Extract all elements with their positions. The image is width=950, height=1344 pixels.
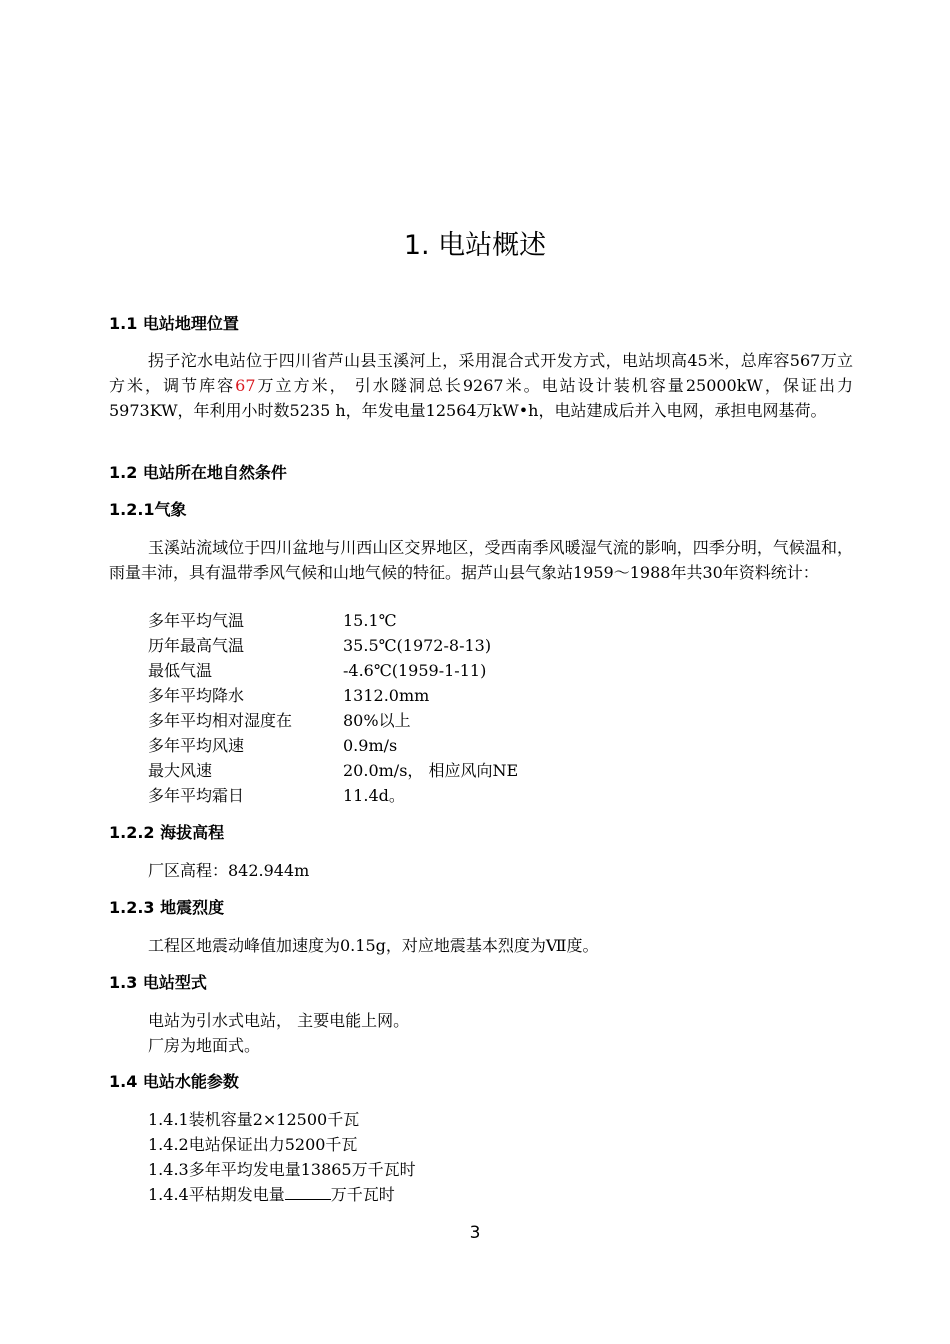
climate-label: 最低气温 [148,661,213,680]
seismic-text: 工程区地震动峰值加速度为0.15g，对应地震基本烈度为Ⅶ度。 [148,936,599,955]
climate-value: 0.9m/s [343,736,398,755]
climate-row [148,708,518,733]
powerhouse-type-line: 厂房为地面式。 [148,1036,261,1055]
elevation-text: 厂区高程：842.944m [148,861,310,880]
climate-label: 多年平均气温 [148,611,245,630]
climate-value: 15.1℃ [343,611,397,630]
chapter-title: 1. 电站概述 [403,230,547,261]
climate-value: 35.5℃(1972-8-13) [343,636,492,655]
blank-underline [285,1183,331,1200]
climate-label: 多年平均降水 [148,686,245,705]
climate-value: 1312.0mm [343,686,430,705]
section-1-1-paragraph [109,348,853,423]
section-heading-1-2-1: 1.2.1气象 [109,500,187,519]
climate-row [148,633,518,658]
climate-value: 80%以上 [343,711,411,730]
climate-row [148,758,518,783]
highlighted-value: 67 [235,376,256,395]
climate-row [148,608,518,633]
climate-label: 多年平均霜日 [148,786,245,805]
climate-row [148,658,518,683]
section-heading-1-3: 1.3 电站型式 [109,973,207,992]
param-item [148,1182,395,1207]
climate-label: 多年平均风速 [148,736,245,755]
param-item: 1.4.1装机容量2×12500千瓦 [148,1110,360,1129]
climate-label: 历年最高气温 [148,636,245,655]
climate-row [148,783,518,808]
param-unit: 万千瓦时 [330,1185,395,1204]
param-label: 1.4.4平枯期发电量 [148,1185,285,1204]
section-heading-1-1: 1.1 电站地理位置 [109,314,239,333]
param-item: 1.4.2电站保证出力5200千瓦 [148,1135,358,1154]
section-1-2-1-paragraph: 玉溪站流域位于四川盆地与川西山区交界地区，受西南季风暖湿气流的影响，四季分明，气候温和，雨量丰沛，具有温带季风气候和山地气候的特征。据芦山县气象站1959～1988年共30年资料统计： [109,538,853,582]
climate-label: 最大风速 [148,761,213,780]
climate-value: 11.4d。 [343,786,405,805]
paragraph-text: 万立方米， 引水隧洞总长9267米。电站设计装机容量25000kW，保证出力5973KW，年利用小时数5235 h，年发电量12564万kW•h，电站建成后并入电网，承担电网基荷。 [109,376,853,420]
paragraph-text: 拐子沱水电站位于四川省芦山县玉溪河上，采用混合式开发方式，电站坝高45米，总库容567万立方米，调节库容 [109,351,853,395]
param-item: 1.4.3多年平均发电量13865万千瓦时 [148,1160,416,1179]
climate-row [148,733,518,758]
station-type-line: 电站为引水式电站， 主要电能上网。 [148,1011,410,1030]
climate-value: -4.6℃(1959-1-11) [343,661,487,680]
climate-label: 多年平均相对湿度在 [148,711,293,730]
page-number: 3 [469,1223,481,1243]
section-heading-1-2-3: 1.2.3 地震烈度 [109,898,225,917]
section-heading-1-2-2: 1.2.2 海拔高程 [109,823,225,842]
climate-stats-list [148,608,518,808]
section-heading-1-2: 1.2 电站所在地自然条件 [109,463,287,482]
climate-row [148,683,518,708]
section-heading-1-4: 1.4 电站水能参数 [109,1072,239,1091]
climate-value: 20.0m/s， 相应风向NE [343,761,519,780]
